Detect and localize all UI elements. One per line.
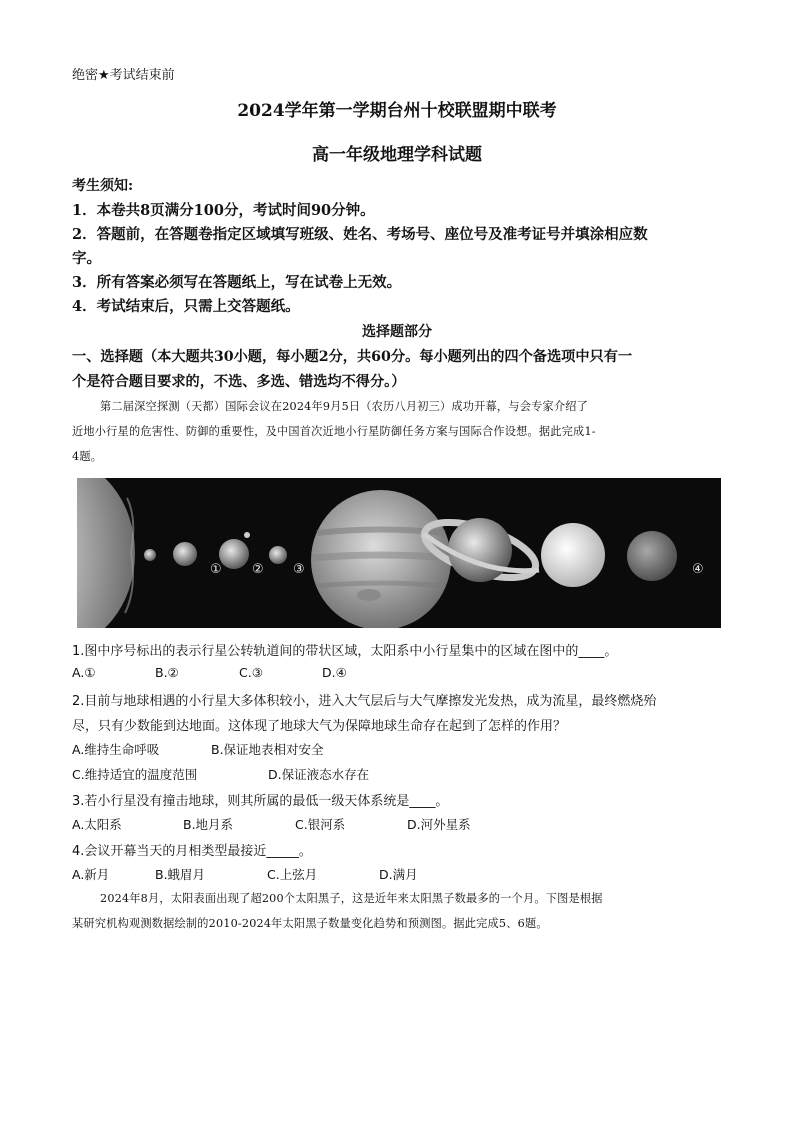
option-label: A.维持生命呼吸: [72, 742, 160, 757]
option-label: C.上弦月: [267, 867, 318, 882]
question-stem: 2.目前与地球相遇的小行星大多体积较小，进入大气层后与大气摩擦发光发热，成为流星，最终燃烧殆: [72, 694, 657, 709]
exam-subtitle: 高一年级地理学科试题: [312, 145, 482, 165]
option-label: A.新月: [72, 867, 110, 882]
option-label: D.河外星系: [407, 817, 471, 832]
option-label: B.地月系: [183, 817, 234, 832]
mercury-image: [144, 549, 156, 561]
question-stem: 尽，只有少数能到达地面。这体现了地球大气为保障地球生命存在起到了怎样的作用？: [72, 719, 567, 734]
notice-item: 1．本卷共8页满分100分，考试时间90分钟。: [72, 202, 375, 219]
passage-line: 近地小行星的危害性、防御的重要性，及中国首次近地小行星防御任务方案与国际合作设想。据此完成1-: [72, 425, 596, 438]
marker-label: ④: [692, 562, 704, 577]
exam-title: 2024学年第一学期台州十校联盟期中联考: [237, 101, 557, 121]
notice-item: 字。: [72, 250, 101, 267]
confidential-label: 绝密★考试结束前: [72, 68, 175, 83]
notice-item: 2．答题前，在答题卷指定区域填写班级、姓名、考场号、座位号及准考证号并填涂相应数: [72, 226, 648, 243]
option-label: B.保证地表相对安全: [211, 742, 324, 757]
option-label: C.银河系: [295, 817, 346, 832]
notice-item: 3．所有答案必须写在答题纸上，写在试卷上无效。: [72, 274, 402, 291]
option-label: C.维持适宜的温度范围: [72, 767, 198, 782]
passage-line: 2024年8月，太阳表面出现了超200个太阳黑子，这是近年来太阳黑子数最多的一个月。下图是根据: [100, 892, 603, 905]
mars-image: [269, 546, 287, 564]
passage-line: 4题。: [72, 450, 103, 463]
question-stem: 3.若小行星没有撞击地球，则其所属的最低一级天体系统是____。: [72, 794, 449, 809]
jupiter-image: [311, 490, 451, 628]
moon-image: [244, 532, 250, 538]
notice-item: 4．考试结束后，只需上交答题纸。: [72, 298, 300, 315]
uranus-image: [541, 523, 605, 587]
option-label: A.太阳系: [72, 817, 122, 832]
option-label: B.蛾眉月: [155, 867, 206, 882]
section-instruction: 个是符合题目要求的，不选、多选、错选均不得分。）: [72, 374, 406, 390]
question-stem: 1.图中序号标出的表示行星公转轨道间的带状区域，太阳系中小行星集中的区域在图中的____。: [72, 644, 618, 659]
marker-label: ①: [210, 562, 222, 577]
venus-image: [173, 542, 197, 566]
option-label: C.③: [239, 665, 263, 680]
marker-label: ②: [252, 562, 264, 577]
option-label: D.满月: [379, 867, 418, 882]
earth-image: [219, 539, 249, 569]
option-label: D.④: [322, 665, 347, 680]
passage-line: 某研究机构观测数据绘制的2010-2024年太阳黑子数量变化趋势和预测图。据此完成5、6题。: [72, 917, 548, 930]
notice-heading: 考生须知:: [72, 178, 134, 194]
question-stem: 4.会议开幕当天的月相类型最接近_____。: [72, 844, 312, 859]
solar-system-figure: [77, 478, 721, 628]
option-label: D.保证液态水存在: [268, 767, 370, 782]
neptune-image: [627, 531, 677, 581]
option-label: A.①: [72, 665, 96, 680]
option-label: B.②: [155, 665, 179, 680]
marker-label: ③: [293, 562, 305, 577]
section-heading: 选择题部分: [362, 324, 432, 340]
section-instruction: 一、选择题（本大题共30小题，每小题2分，共60分。每小题列出的四个备选项中只有一: [72, 349, 633, 365]
passage-line: 第二届深空探测（天都）国际会议在2024年9月5日（农历八月初三）成功开幕，与会专家介绍了: [100, 400, 589, 413]
